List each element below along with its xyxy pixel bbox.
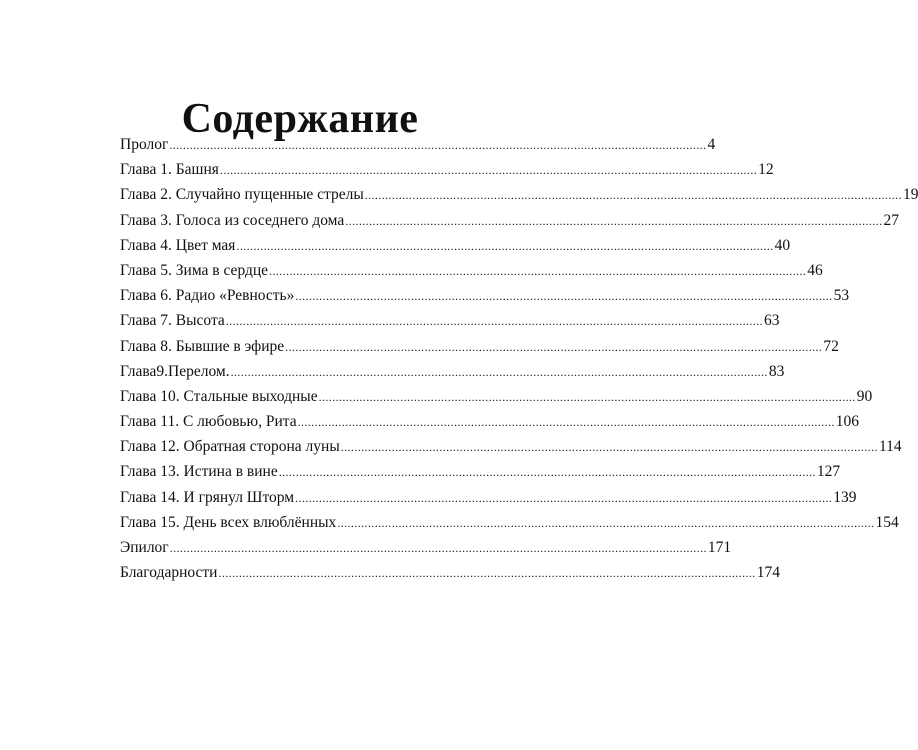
- toc-entry: [120, 233, 791, 258]
- toc-entry-title: Глава 14. И грянул Шторм: [120, 488, 295, 506]
- toc-entry-title: Глава 12. Обратная сторона луны: [120, 438, 340, 456]
- toc-entry-page: 114: [878, 438, 902, 456]
- toc-entry: [120, 359, 785, 384]
- toc-entry-title: Глава 3. Голоса из соседнего дома: [120, 211, 345, 229]
- page-title: Содержание: [181, 96, 419, 143]
- toc-entry: [120, 334, 839, 359]
- toc-entry: [120, 434, 902, 459]
- toc-entry: [120, 258, 823, 283]
- dot-leader: ..............................................................................................................................................................: [169, 138, 707, 152]
- toc-entry: [120, 308, 780, 333]
- toc-entry: [120, 283, 850, 308]
- toc-entry-page: 46: [807, 261, 823, 279]
- toc-entry: [120, 157, 774, 182]
- dot-leader: ..............................................................................................................................................................: [364, 188, 902, 203]
- dot-leader: ..............................................................................................................................................................: [169, 541, 707, 555]
- toc-entry-title: Глава 7. Высота: [120, 312, 225, 330]
- toc-entry-page: 63: [764, 312, 780, 330]
- dot-leader: ..............................................................................................................................................................: [225, 314, 764, 329]
- toc-entry-title: Глава 6. Радио «Ревность»: [120, 287, 295, 305]
- table-of-contents: [120, 132, 918, 585]
- toc-entry-page: 53: [833, 287, 850, 305]
- toc-entry-title: Глава 8. Бывшие в эфире: [120, 337, 285, 355]
- toc-entry-page: 139: [833, 488, 857, 506]
- toc-entry-page: 12: [758, 161, 774, 179]
- toc-entry-page: 106: [835, 413, 860, 431]
- toc-entry-title: Глава 11. С любовью, Рита: [120, 413, 297, 431]
- toc-entry-page: 19: [902, 186, 918, 204]
- toc-entry: [120, 208, 899, 233]
- toc-entry: [120, 510, 899, 535]
- toc-entry-page: 27: [883, 211, 899, 229]
- toc-entry: [120, 182, 918, 207]
- toc-entry-page: 4: [707, 136, 716, 153]
- toc-entry-title: Глава 10. Стальные выходные: [120, 387, 318, 405]
- toc-entry: [120, 384, 873, 409]
- dot-leader: ..............................................................................................................................................................: [337, 515, 875, 530]
- toc-entry-page: 72: [823, 337, 839, 355]
- toc-entry-title: Глава 5. Зима в сердце: [120, 261, 269, 279]
- toc-entry: [120, 535, 732, 560]
- toc-entry: [120, 459, 841, 484]
- dot-leader: ..............................................................................................................................................................: [318, 389, 856, 404]
- toc-entry-page: 127: [816, 463, 841, 481]
- toc-entry-title: Эпилог: [120, 539, 169, 556]
- dot-leader: ..............................................................................................................................................................: [295, 289, 833, 304]
- toc-entry: [120, 409, 860, 434]
- dot-leader: ..............................................................................................................................................................: [345, 213, 883, 228]
- toc-entry-page: 171: [707, 539, 732, 556]
- toc-entry: [120, 485, 857, 510]
- toc-entry-title: Глава 4. Цвет мая: [120, 236, 236, 254]
- toc-entry-title: Глава 13. Истина в вине: [120, 463, 278, 481]
- dot-leader: ..............................................................................................................................................................: [218, 566, 756, 581]
- toc-entry-title: Пролог: [120, 136, 169, 153]
- toc-entry-title: Глава 1. Башня: [120, 161, 219, 179]
- dot-leader: ..............................................................................................................................................................: [285, 339, 823, 354]
- dot-leader: ..............................................................................................................................................................: [230, 364, 768, 379]
- dot-leader: ..............................................................................................................................................................: [278, 465, 816, 480]
- dot-leader: ..............................................................................................................................................................: [340, 440, 878, 455]
- toc-entry-title: Благодарности: [120, 564, 218, 582]
- toc-entry: [120, 560, 780, 585]
- toc-entry-title: Глава 15. День всех влюблённых: [120, 513, 337, 531]
- toc-entry-title: Глава9.Перелом.: [120, 362, 230, 380]
- toc-entry-page: 90: [856, 387, 873, 405]
- toc-entry-page: 154: [875, 513, 899, 531]
- toc-entry-page: 40: [774, 236, 791, 254]
- toc-entry: [120, 132, 716, 157]
- dot-leader: ..............................................................................................................................................................: [269, 263, 807, 278]
- dot-leader: ..............................................................................................................................................................: [236, 238, 774, 253]
- toc-entry-page: 174: [756, 564, 780, 582]
- toc-entry-title: Глава 2. Случайно пущенные стрелы: [120, 186, 364, 204]
- toc-entry-page: 83: [768, 362, 785, 380]
- dot-leader: ..............................................................................................................................................................: [295, 490, 833, 505]
- dot-leader: ..............................................................................................................................................................: [219, 163, 758, 178]
- dot-leader: ..............................................................................................................................................................: [297, 415, 835, 430]
